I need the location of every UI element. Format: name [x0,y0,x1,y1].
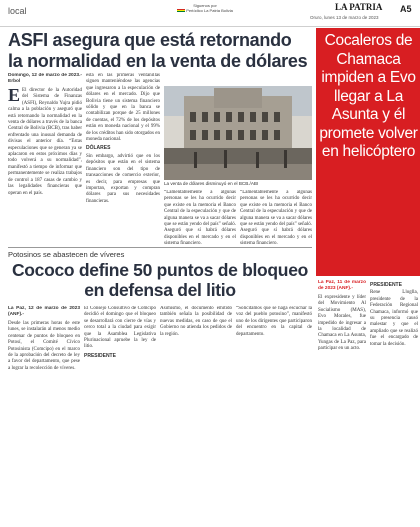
follow-label: Siguenos por [193,3,217,8]
article2-subhead: PRESIDENTE [84,352,116,359]
article1-column4 [240,190,312,246]
follow-handle: Periódico La Patria Bolivia [186,8,233,13]
page-header [0,0,420,27]
article3-column2 [370,280,418,524]
article3-column1 [318,280,366,524]
dropcap: E [8,85,21,105]
article2-kicker: Potosinos se abastecen de víveres [8,250,125,259]
article1-photo [164,86,312,180]
article3-subhead: PRESIDENTE [370,282,402,288]
article1-byline: Domingo, 12 de marzo de 2023.- Erbol [8,73,82,84]
article1-column1 [8,73,82,245]
article1-col2-text: está en las primeras ventanillas siguen manteniéndose las agencias que ingresaron a la especulación de dólares en el mercado. Dijo que Bolivia tiene un sistema financiero sólido y que en la banca se contabilizan porque de 25 millones de cuentas, el 72% de los depósitos están en moneda nacional y el 99% de los créditos han sido otorgados en moneda nacional. [86,73,160,143]
article2-column4 [236,306,312,524]
bolivia-flag-icon [177,9,185,12]
article1-col3-text: “Lamentablemente a algunas personas se les ha ocurrido decir que existe en la memoria el Banco Central de la especulación y que de alguna manera se va a sacar dólares que se están yendo del país” señaló. Aseguró que sí habrá dólares disponibles en el mercado y en el sistema financiero. [164,190,236,246]
dateline: Oruro, lunes 13 de marzo de 2023 [310,15,379,20]
bank-building-photo [164,86,312,180]
article2-column3 [160,306,232,524]
article1-col3-cont: “Lamentablemente a algunas personas se les ha ocurrido decir que existe en la memoria el Banco Central de la especulación y que de alguna manera se va a sacar dólares que se están yendo del país” señaló. Aseguró que sí habrá dólares disponibles en el mercado y en el sistema financiero. [240,190,312,246]
article1-column3 [164,190,236,246]
article1-col1-text: El director de la Autoridad del Sistema de Finanzas (ASFI), Reynaldo Yujra pidió calma a la población y aseguró que está retornando la normalidad en la venta de dólares a través de la banca Central de Bolivia (BCB), tras haber enfrentado una inusual demanda de divisas el anterior día. “Estas especulaciones que se generan ya se aplacaron en estos próximos días y todo volverá a su normalidad”, manifestó a tiempo de informar que permanentemente se realiza trabajos de control a 187 casas de cambio y las legalidades financieras que operan en el país. [8,88,82,196]
article3-col2-text: Rene Lloglla, presidente de la Federación Regional Chamaca, informó que su presencia causó malestar y que el ampliado que se realizó fue el encargado de tomar la decisión. [370,290,418,347]
social-follow [175,3,235,13]
article2-column1 [8,306,80,524]
article2-byline: La Paz, 12 de marzo de 2023 (ANF).- [8,306,80,317]
article2-col4-text: “Solicitamos que se haga escuchar la voz del pueblo potosino”, manifestó uno de los dirigentes que participaron del encuentro en la capital de departamento. [236,306,312,337]
article1-col2b-text: Sin embargo, advirtió que en los depósitos que están en el sistema financiero son del tipo de transacciones de comercio exterior, es decir, para empresas que importan, exportan y compran dólares para sus necesidades financieras. [86,153,160,204]
article1-photo-caption: La venta de dólares disminuyó en el BCB./ABI [164,181,259,186]
section-label: local [8,6,27,16]
page-number: A5 [400,4,412,14]
article2-column2 [84,306,156,524]
article3-byline: La Paz, 11 de marzo de 2023 (ANF).- [318,280,366,291]
article2-col2-text: El Consejo Consultivo de Comcipo decidió el domingo que el bloqueo se desarrollará con cierre de vías y cerco total a la ciudad para exigir que la Asamblea Legislativa Plurinacional apruebe la ley de litio. [84,306,156,350]
article3-headline: Cocaleros de Chamaca impiden a Evo llegar a La Asunta y él promete volver en helicóptero [319,32,418,160]
article3-col1-text: El expresidente y líder del Movimiento Al Socialismo (MAS), Evo Morales, fue impedido de ingresar a la localidad de Chamaca en La Asunta, Yungas de La Paz, para participar en un acto. [318,295,366,352]
section-divider [8,247,312,248]
article1-subhead: DÓLARES [86,145,111,152]
article1-column2 [86,73,160,245]
article2-col3-text: Asimismo, el documento emitido también señala la posibilidad de nuevas medidas, en caso de que el Gobierno no atienda los pedidos de la región. [160,306,232,337]
article2-headline: Cococo define 50 puntos de bloqueo en defensa del litio [11,260,309,300]
article2-col1-text: Desde las primeras horas de este lunes, se instalarán al menos medio centenar de puntos de bloqueo en Potosí, el Comité Cívico Potosinista (Comcipo) en el marco de la aprobación del decreto de ley a favor del departamento, que pese a lograr la recolección de víveres. [8,321,80,371]
newspaper-logo: LA PATRIA [335,2,383,12]
article1-headline: ASFI asegura que está retornando la normalidad en la venta de dólares [8,30,308,71]
